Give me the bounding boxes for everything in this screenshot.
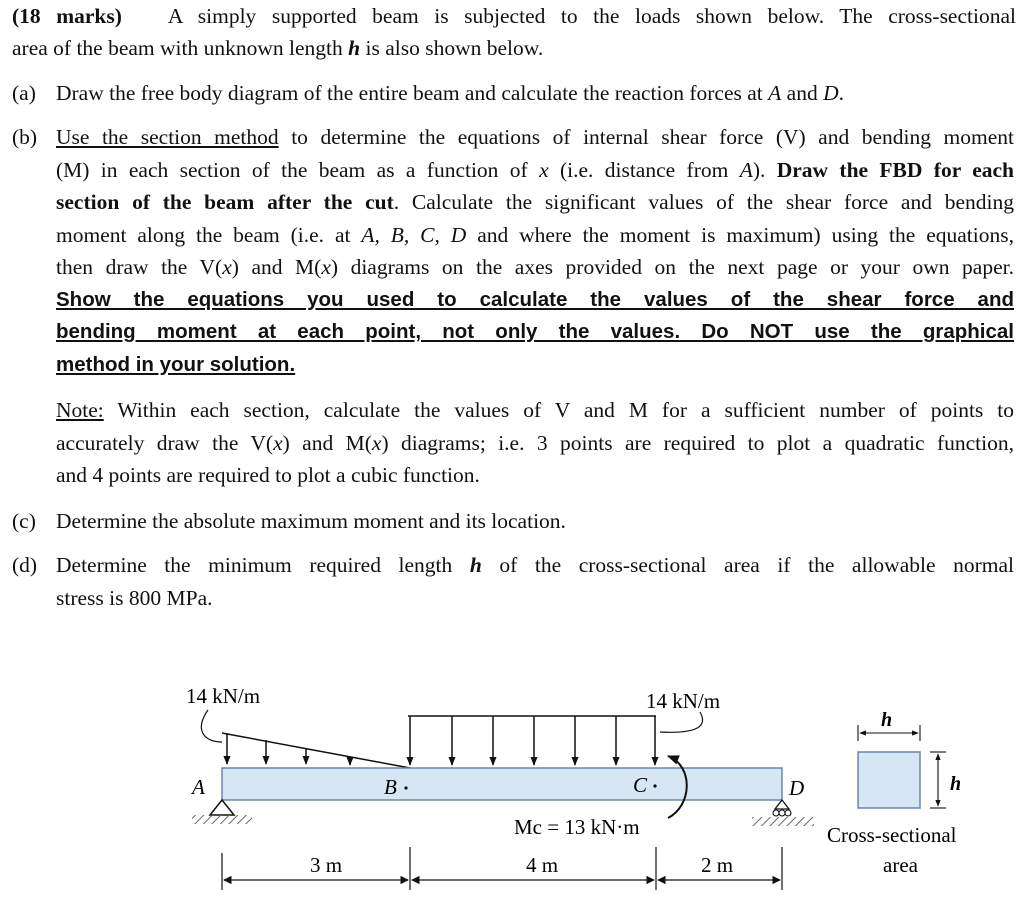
dimension-lines bbox=[222, 847, 782, 890]
note-label: Note: bbox=[56, 398, 104, 422]
beam bbox=[222, 768, 782, 800]
part-c-text: Determine the absolute maximum moment and its location. bbox=[56, 509, 566, 533]
cs-caption-2: area bbox=[883, 853, 918, 877]
point-a-label: A bbox=[192, 775, 205, 799]
part-c-label: (c) bbox=[12, 509, 36, 533]
roller-support-d bbox=[752, 800, 814, 826]
marks-label: (18 marks) bbox=[12, 4, 122, 28]
dim-4m: 4 m bbox=[526, 853, 559, 877]
section-method-link: Use the section method bbox=[56, 125, 279, 149]
note-text: Note: Within each section, calculate the values of V and M for a sufficient number of points to accurately draw the V(x) and M(x) diagrams; i.e. 3 points are required to plot a quadratic function, and 4 points are required to plot a cubic function. bbox=[56, 398, 1015, 487]
instruction-bold-2: bending moment at each point, not only the values. Do NOT use the graphical bbox=[56, 320, 1014, 343]
problem-intro-2: area of the beam with unknown length h is also shown below. bbox=[12, 36, 544, 60]
cs-h-top: h bbox=[881, 709, 893, 731]
part-d-text: Determine the minimum required length h of the cross-sectional area if the allowable normal stress is 800 MPa. bbox=[56, 553, 1014, 610]
point-b-label: B bbox=[384, 775, 397, 799]
pin-support-a bbox=[192, 800, 252, 824]
instruction-bold-1: Show the equations you used to calculate the values of the shear force and bbox=[56, 287, 1014, 311]
part-a-label: (a) bbox=[12, 81, 36, 105]
part-a-text: Draw the free body diagram of the entire beam and calculate the reaction forces at A and D. bbox=[56, 81, 844, 105]
part-b-label: (b) bbox=[12, 125, 38, 149]
cross-section bbox=[858, 725, 946, 808]
point-d-label: D bbox=[789, 776, 805, 800]
load-right-label: 14 kN/m bbox=[646, 689, 721, 713]
moment-label: Mc = 13 kN·m bbox=[514, 815, 640, 839]
part-b-text: Use the section method to determine the equations of internal shear force (V) and bending moment (M) in each section of the beam as a function of x (i.e. distance from A). Draw the FBD for each section of the beam after the cut. Calculate the significant values of the shear force and bending moment along the beam (i.e. at A, B, C, D and where the moment is maximum) using the equations, then draw the V(x) and M(x) diagrams on the axes provided on the next page or your own paper. Show the equations you used to calculate the values of the shear force and bending moment at each point, not only the values. Do NOT use the graphical method in your solution. bbox=[56, 121, 1014, 381]
dim-3m: 3 m bbox=[310, 853, 343, 877]
instruction-bold-3: method in your solution. bbox=[56, 352, 296, 376]
cs-caption-1: Cross-sectional bbox=[827, 823, 957, 847]
triangular-load bbox=[201, 710, 410, 768]
uniform-load bbox=[408, 712, 703, 765]
part-d-label: (d) bbox=[12, 553, 38, 577]
intro-line-1: A simply supported beam is subjected to the loads shown below. The cross-sectional bbox=[167, 4, 1016, 28]
point-c-label: C bbox=[633, 773, 648, 797]
point-b-dot bbox=[404, 786, 407, 789]
point-c-dot bbox=[653, 784, 656, 787]
load-left-label: 14 kN/m bbox=[186, 684, 261, 708]
cs-h-side: h bbox=[950, 773, 962, 795]
dim-2m: 2 m bbox=[701, 853, 734, 877]
